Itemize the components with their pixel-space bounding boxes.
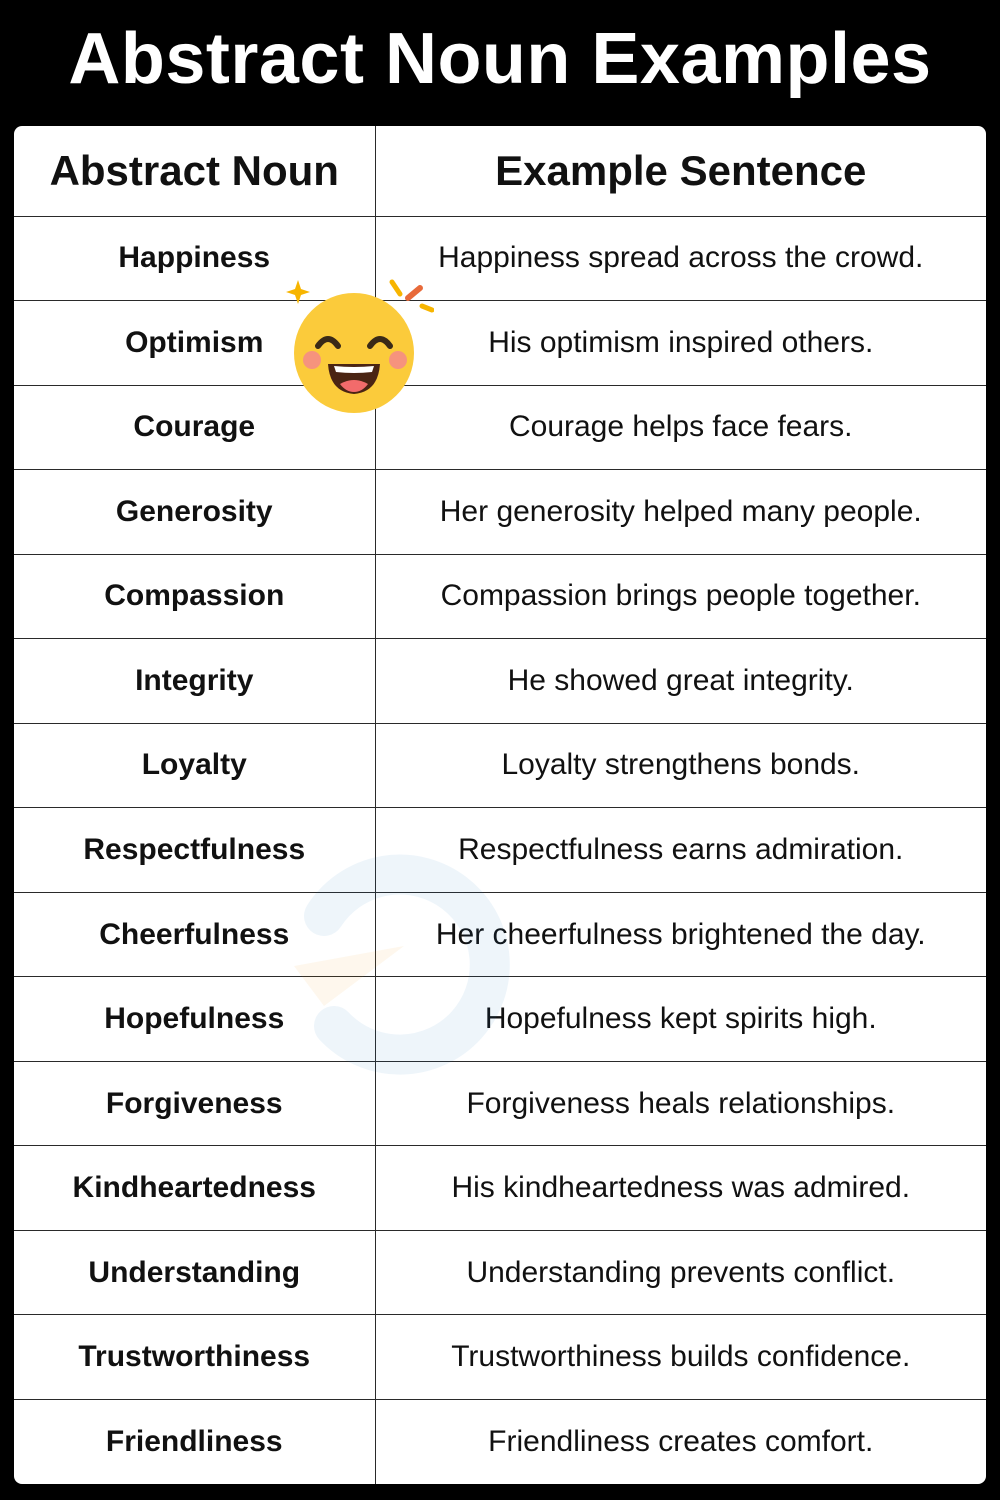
sentence-cell: Her cheerfulness brightened the day.	[375, 892, 986, 977]
table-row	[14, 216, 986, 301]
table-row	[14, 977, 986, 1062]
sentence-cell: Trustworthiness builds confidence.	[375, 1315, 986, 1400]
noun-cell: Optimism	[14, 301, 375, 386]
table-row	[14, 1315, 986, 1400]
table-row	[14, 639, 986, 724]
header-abstract-noun: Abstract Noun	[14, 126, 375, 216]
table-row	[14, 470, 986, 555]
table-row	[14, 554, 986, 639]
sentence-cell: His kindheartedness was admired.	[375, 1146, 986, 1231]
noun-cell: Respectfulness	[14, 808, 375, 893]
noun-cell: Kindheartedness	[14, 1146, 375, 1231]
noun-cell: Friendliness	[14, 1399, 375, 1484]
page-title: Abstract Noun Examples	[68, 19, 932, 99]
table-row	[14, 1230, 986, 1315]
noun-cell: Loyalty	[14, 723, 375, 808]
noun-table	[14, 126, 986, 1484]
noun-cell: Trustworthiness	[14, 1315, 375, 1400]
noun-cell: Integrity	[14, 639, 375, 724]
table-row	[14, 1146, 986, 1231]
sentence-cell: Hopefulness kept spirits high.	[375, 977, 986, 1062]
sentence-cell: Understanding prevents conflict.	[375, 1230, 986, 1315]
table-row	[14, 808, 986, 893]
sentence-cell: Friendliness creates comfort.	[375, 1399, 986, 1484]
sentence-cell: Happiness spread across the crowd.	[375, 216, 986, 301]
noun-cell: Understanding	[14, 1230, 375, 1315]
table-row	[14, 892, 986, 977]
noun-cell: Generosity	[14, 470, 375, 555]
sentence-cell: Compassion brings people together.	[375, 554, 986, 639]
table-row	[14, 301, 986, 386]
table-row	[14, 723, 986, 808]
table-header-row	[14, 126, 986, 216]
sentence-cell: Forgiveness heals relationships.	[375, 1061, 986, 1146]
sentence-cell: His optimism inspired others.	[375, 301, 986, 386]
noun-cell: Hopefulness	[14, 977, 375, 1062]
noun-table-card	[14, 126, 986, 1484]
table-row	[14, 1061, 986, 1146]
sentence-cell: Courage helps face fears.	[375, 385, 986, 470]
sentence-cell: Loyalty strengthens bonds.	[375, 723, 986, 808]
sentence-cell: Her generosity helped many people.	[375, 470, 986, 555]
sentence-cell: He showed great integrity.	[375, 639, 986, 724]
noun-cell: Happiness	[14, 216, 375, 301]
table-row	[14, 1399, 986, 1484]
header-example-sentence: Example Sentence	[375, 126, 986, 216]
table-row	[14, 385, 986, 470]
sentence-cell: Respectfulness earns admiration.	[375, 808, 986, 893]
noun-cell: Forgiveness	[14, 1061, 375, 1146]
noun-cell: Courage	[14, 385, 375, 470]
noun-cell: Compassion	[14, 554, 375, 639]
noun-cell: Cheerfulness	[14, 892, 375, 977]
